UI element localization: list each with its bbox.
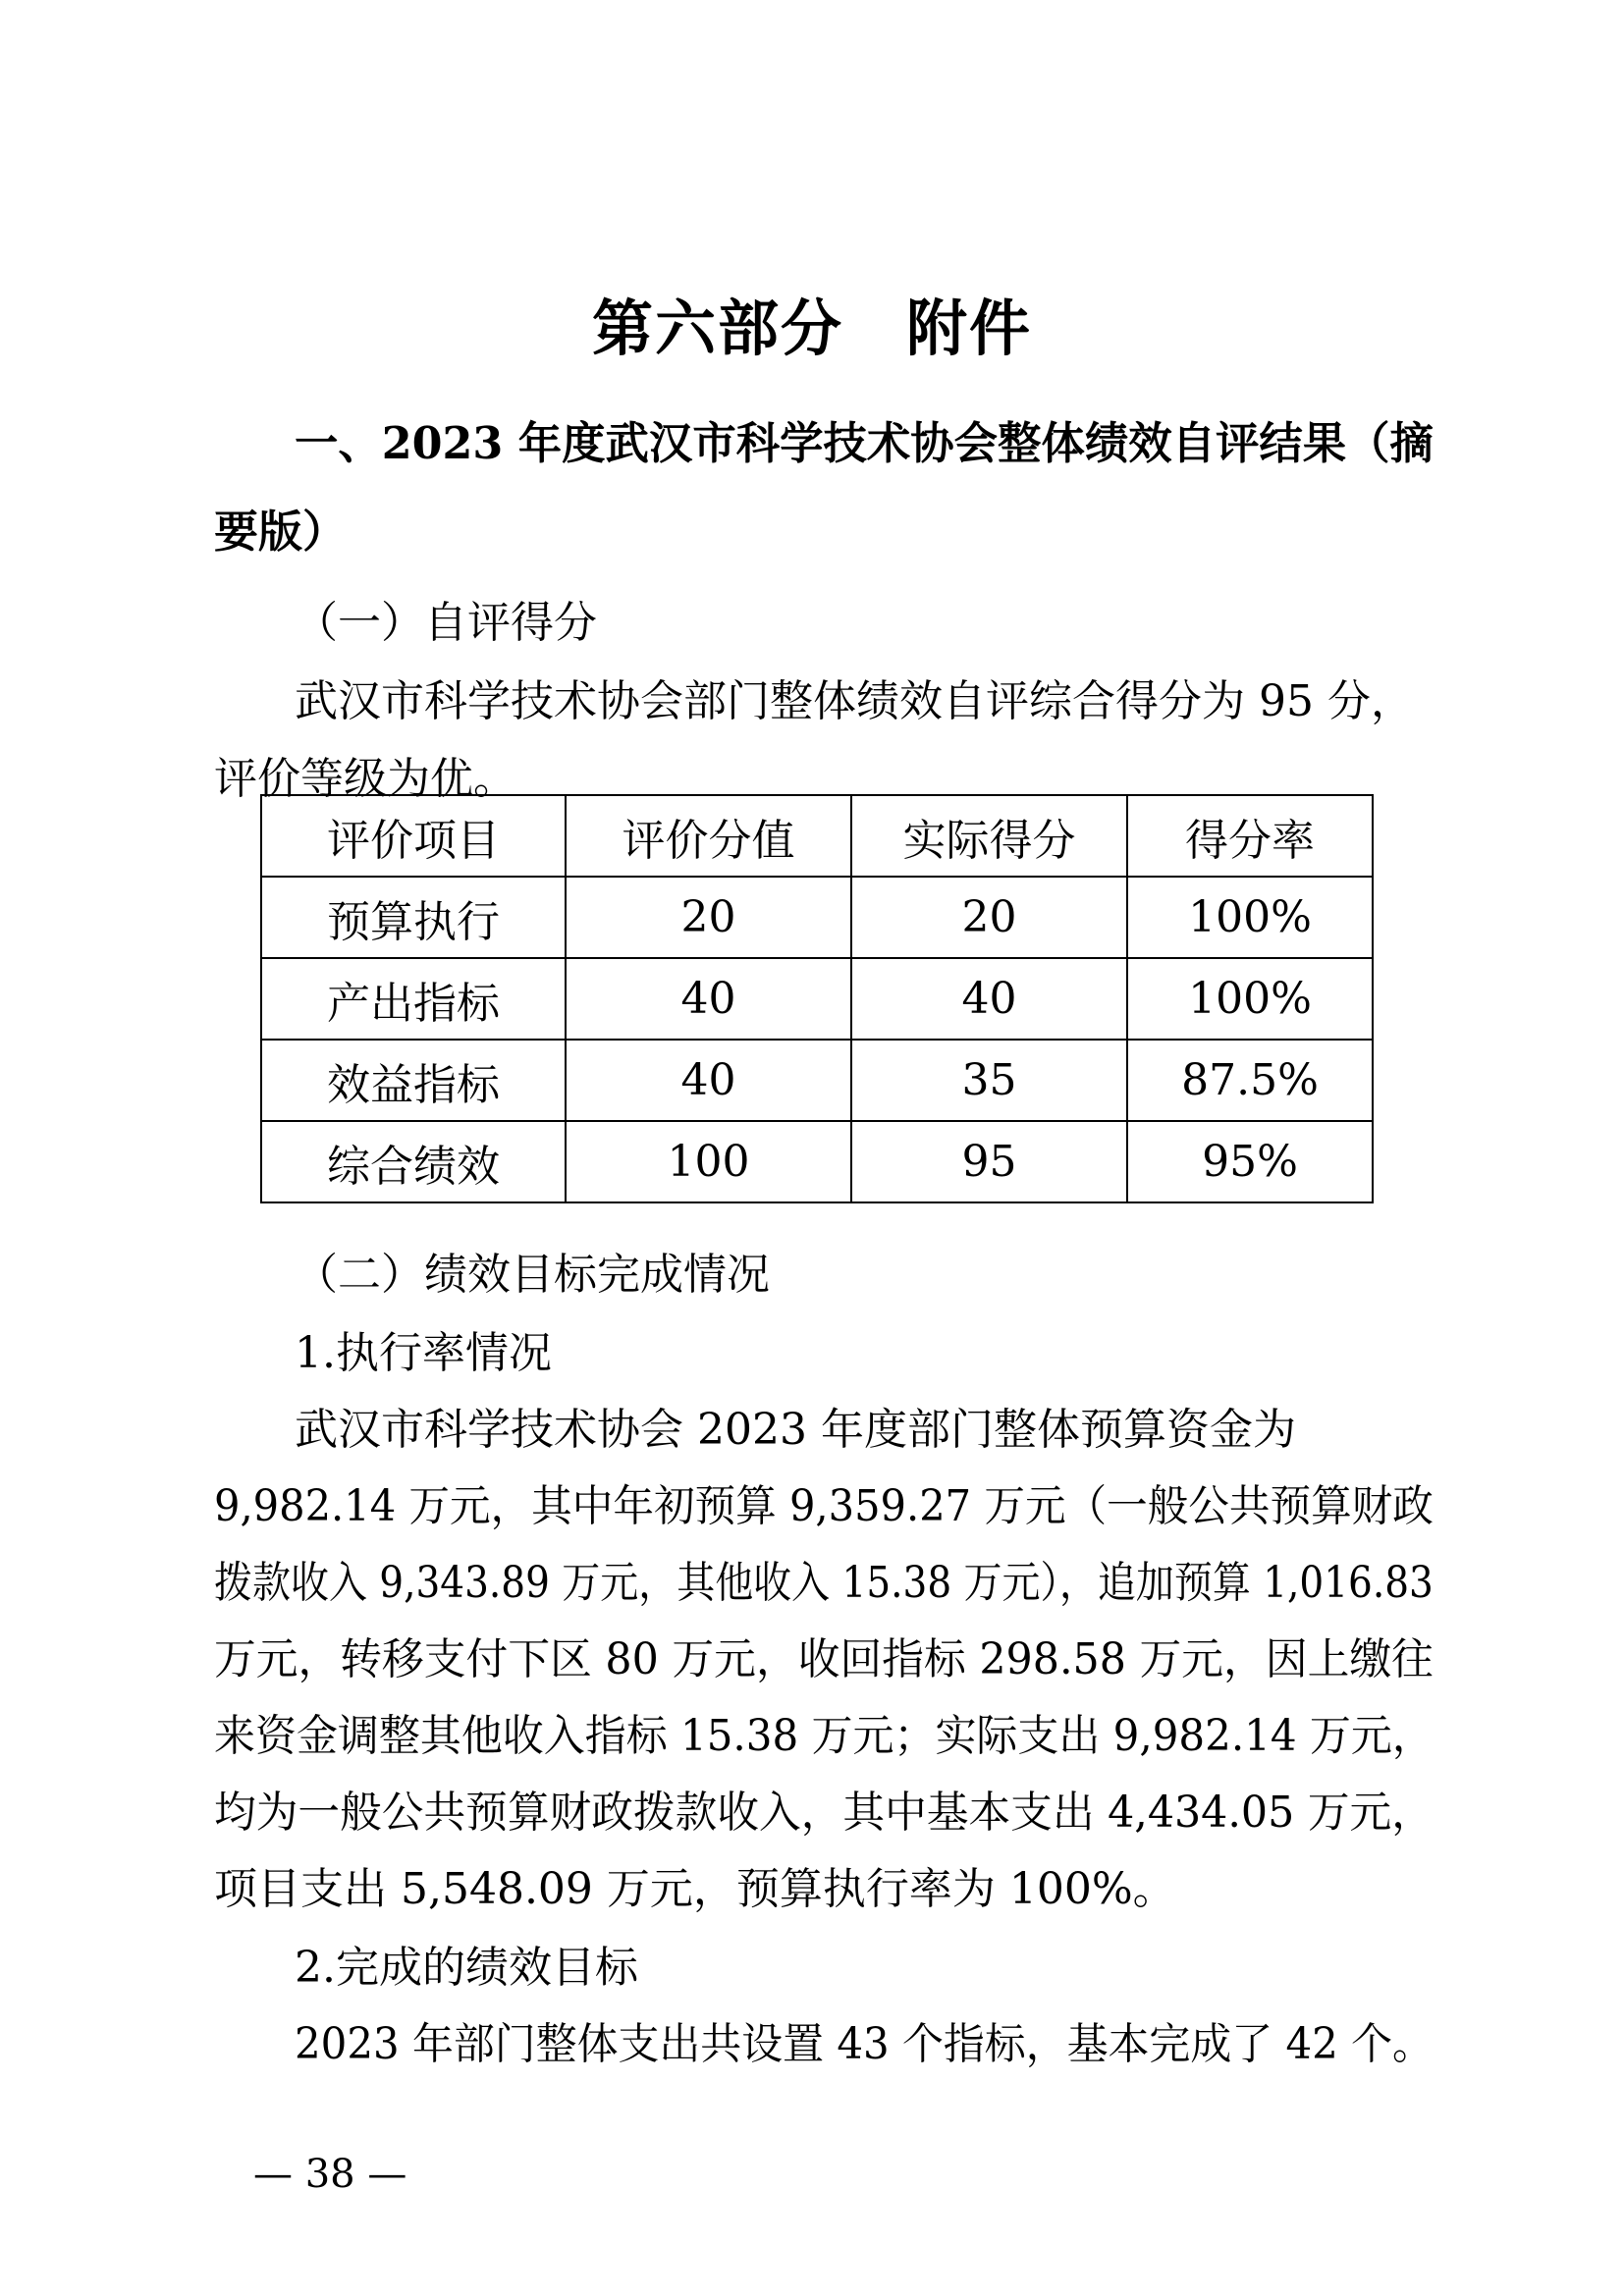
table-row <box>261 877 1373 958</box>
table-cell: 产出指标 <box>261 958 566 1040</box>
table-cell: 预算执行 <box>261 877 566 958</box>
table-row <box>261 1121 1373 1202</box>
table-cell: 87.5% <box>1127 1040 1373 1121</box>
item1-heading: 1.执行率情况 <box>295 1328 552 1378</box>
item1-paragraph-line6: 均为一般公共预算财政拨款收入，其中基本支出 4,434.05 万元， <box>214 1788 1434 1838</box>
item2-paragraph-line1: 2023 年部门整体支出共设置 43 个指标，基本完成了 42 个。 <box>295 2019 1434 2069</box>
table-cell: 综合绩效 <box>261 1121 566 1202</box>
table-cell: 100% <box>1127 877 1373 958</box>
subsection-heading-goals: （二）绩效目标完成情况 <box>295 1250 770 1300</box>
table-cell: 100 <box>566 1121 851 1202</box>
item2-heading: 2.完成的绩效目标 <box>295 1943 638 1993</box>
table-cell: 95 <box>851 1121 1127 1202</box>
table-cell: 40 <box>851 958 1127 1040</box>
table-cell: 40 <box>566 1040 851 1121</box>
table-cell: 95% <box>1127 1121 1373 1202</box>
table-header-cell: 实际得分 <box>851 795 1127 877</box>
subsection-heading-score: （一）自评得分 <box>295 598 597 648</box>
item1-paragraph-line4: 万元，转移支付下区 80 万元，收回指标 298.58 万元，因上缴往 <box>214 1634 1434 1684</box>
table-cell: 20 <box>851 877 1127 958</box>
section-heading-line1: 一、2023 年度武汉市科学技术协会整体绩效自评结果（摘 <box>295 417 1434 469</box>
section-heading-line2: 要版） <box>214 506 348 558</box>
item1-paragraph-line2: 9,982.14 万元，其中年初预算 9,359.27 万元（一般公共预算财政 <box>214 1481 1434 1531</box>
table-header-cell: 评价项目 <box>261 795 566 877</box>
table-header-row <box>261 795 1373 877</box>
item1-paragraph-line1: 武汉市科学技术协会 2023 年度部门整体预算资金为 <box>295 1405 1296 1455</box>
score-paragraph-line1: 武汉市科学技术协会部门整体绩效自评综合得分为 95 分， <box>295 676 1414 726</box>
table-cell: 20 <box>566 877 851 958</box>
table-cell: 效益指标 <box>261 1040 566 1121</box>
score-table <box>260 794 1374 1203</box>
table-header-cell: 得分率 <box>1127 795 1373 877</box>
table-cell: 100% <box>1127 958 1373 1040</box>
table-cell: 35 <box>851 1040 1127 1121</box>
table-row <box>261 958 1373 1040</box>
item1-paragraph-line7: 项目支出 5,548.09 万元，预算执行率为 100%。 <box>214 1864 1176 1914</box>
table-header-cell: 评价分值 <box>566 795 851 877</box>
page-number: — 38 — <box>253 2152 407 2197</box>
part-title: 第六部分 附件 <box>591 293 1032 364</box>
item1-paragraph-line5: 来资金调整其他收入指标 15.38 万元；实际支出 9,982.14 万元， <box>214 1711 1434 1761</box>
table-cell: 40 <box>566 958 851 1040</box>
item1-paragraph-line3: 拨款收入 9,343.89 万元，其他收入 15.38 万元），追加预算 1,016.83 <box>214 1558 1434 1608</box>
score-paragraph-line2: 评价等级为优。 <box>214 754 516 804</box>
table-row <box>261 1040 1373 1121</box>
